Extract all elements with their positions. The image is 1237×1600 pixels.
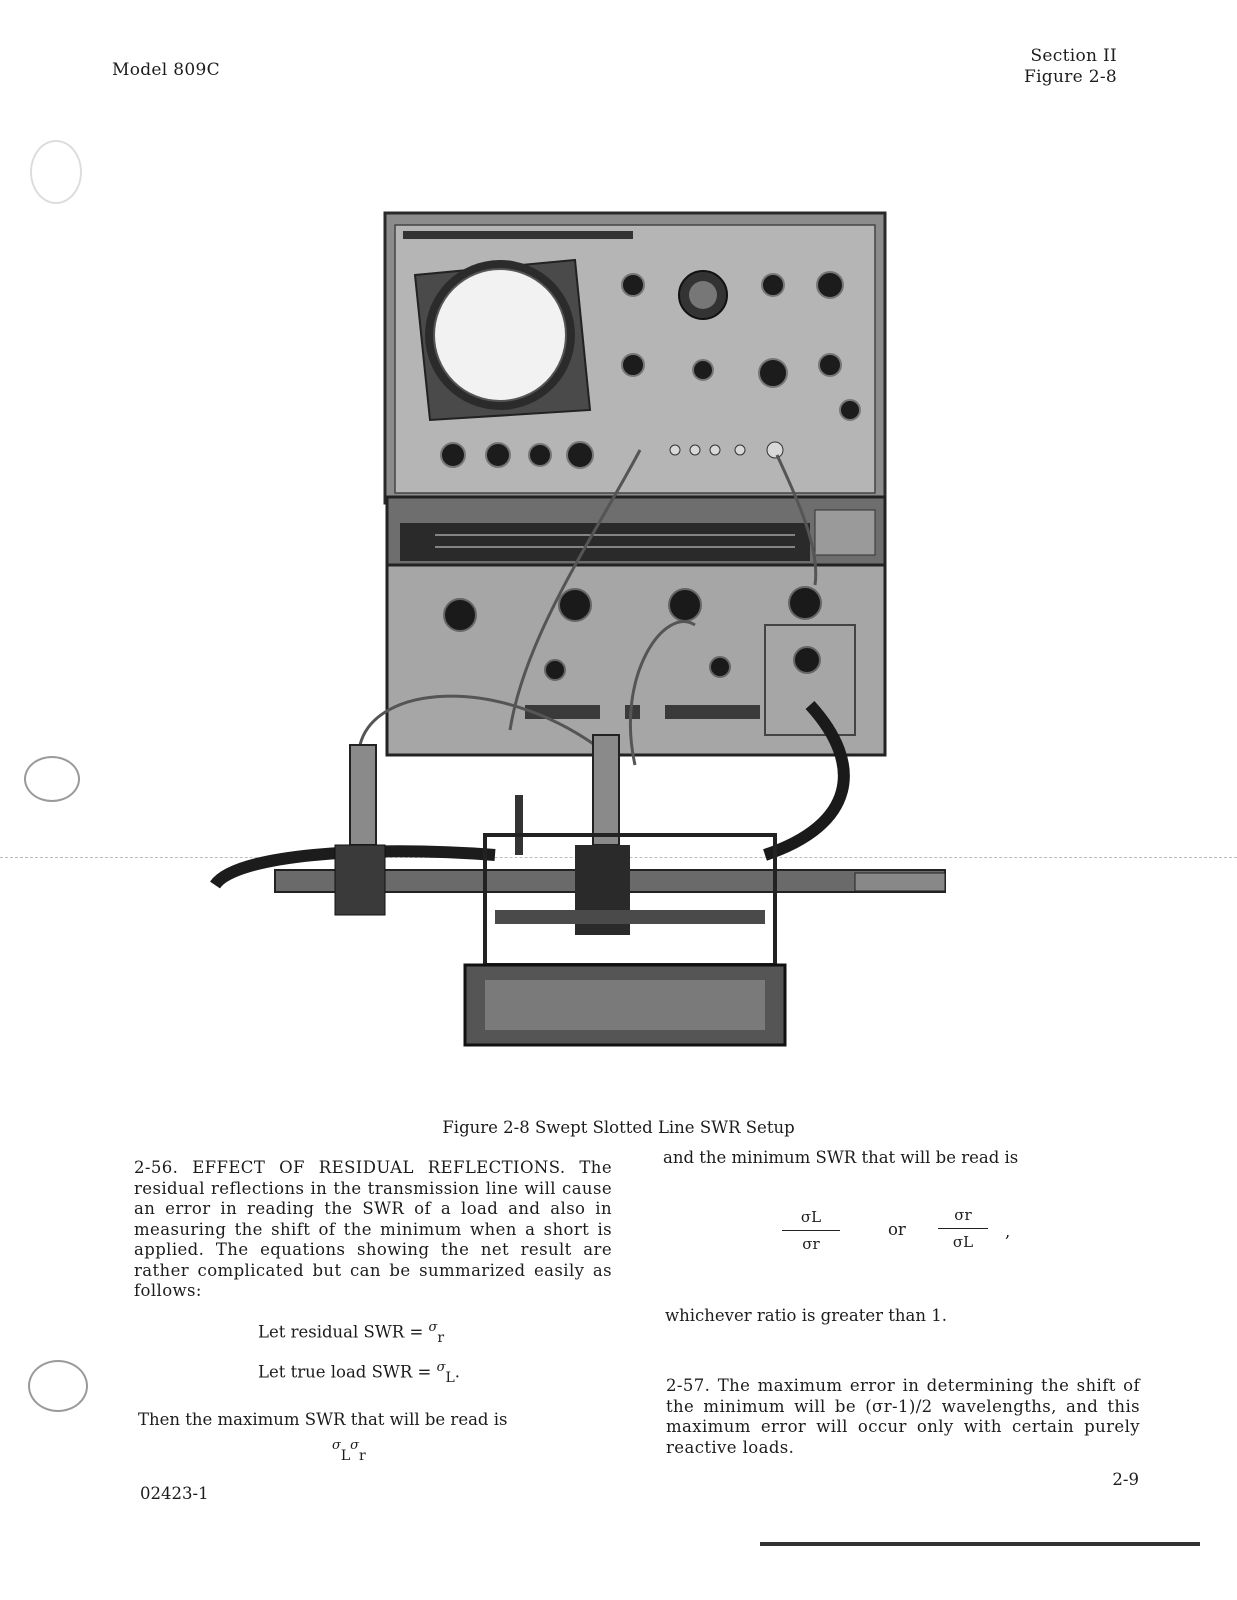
subscript: r bbox=[359, 1447, 366, 1464]
carriage-rail bbox=[495, 910, 765, 924]
connector-right bbox=[855, 873, 945, 891]
post bbox=[515, 795, 523, 855]
knob bbox=[486, 443, 510, 467]
punch-hole-mark bbox=[30, 140, 82, 204]
whichever-text: whichever ratio is greater than 1. bbox=[665, 1306, 947, 1325]
sigma-symbol: σ bbox=[428, 1320, 438, 1335]
punch-hole-mark bbox=[28, 1360, 88, 1412]
knob bbox=[567, 442, 593, 468]
sigma-symbol: σ bbox=[436, 1360, 446, 1375]
knob bbox=[444, 599, 476, 631]
paragraph-2-57: 2-57. The maximum error in determining the shift of the minimum will be (σr-1)/2 wavelengths, and this maximum error will occur only with certain purely reactive loads. bbox=[666, 1376, 1140, 1457]
knob bbox=[819, 354, 841, 376]
subscript: L bbox=[445, 1369, 455, 1386]
numerator: σL bbox=[800, 1208, 822, 1226]
adapter-block bbox=[335, 845, 385, 915]
button-row bbox=[665, 705, 760, 719]
crt-screen bbox=[434, 269, 566, 401]
or-text: or bbox=[888, 1220, 906, 1239]
frequency-dial-center bbox=[689, 281, 717, 309]
sigma-symbol: σ bbox=[332, 1438, 341, 1453]
figure-ref: Figure 2-8 bbox=[1023, 67, 1117, 87]
connector bbox=[735, 445, 745, 455]
knob bbox=[669, 589, 701, 621]
paragraph-2-56: 2-56. EFFECT OF RESIDUAL REFLECTIONS. The residual reflections in the transmission line will cause an error in reading the SWR of a load and also in measuring the shift of the minimum when a short is applied. The equations showing the net result are rather complicated but can be summarized easily as follows: bbox=[134, 1158, 612, 1300]
comma: , bbox=[1005, 1222, 1011, 1241]
document-number: 02423-1 bbox=[140, 1484, 209, 1503]
connector bbox=[767, 442, 783, 458]
knob bbox=[693, 360, 713, 380]
numerator: σr bbox=[954, 1206, 972, 1224]
knob bbox=[545, 660, 565, 680]
equation-max-swr bbox=[332, 1438, 366, 1464]
max-swr-text: Then the maximum SWR that will be read is bbox=[138, 1410, 508, 1429]
display-window bbox=[815, 510, 875, 555]
knob bbox=[840, 400, 860, 420]
punch-hole-mark bbox=[24, 756, 80, 802]
equation-label: Let residual SWR = bbox=[258, 1322, 429, 1342]
connector bbox=[670, 445, 680, 455]
knob bbox=[559, 589, 591, 621]
section-header bbox=[1024, 46, 1117, 88]
knob bbox=[759, 359, 787, 387]
section-label: Section II bbox=[1030, 46, 1117, 66]
min-swr-text: and the minimum SWR that will be read is bbox=[663, 1148, 1019, 1167]
figure-photo bbox=[195, 205, 960, 1055]
equation-label: Let true load SWR = bbox=[258, 1362, 437, 1382]
connector bbox=[690, 445, 700, 455]
subscript: r bbox=[437, 1329, 445, 1346]
frequency-scale bbox=[400, 523, 810, 561]
base-plate-top bbox=[485, 980, 765, 1030]
instrument-label-strip bbox=[403, 231, 633, 239]
figure-caption: Figure 2-8 Swept Slotted Line SWR Setup bbox=[442, 1118, 795, 1137]
knob bbox=[794, 647, 820, 673]
connector bbox=[710, 445, 720, 455]
knob bbox=[529, 444, 551, 466]
knob bbox=[441, 443, 465, 467]
detector-mount-left bbox=[350, 745, 376, 845]
fraction-sigmaL-over-sigmar bbox=[782, 1206, 840, 1255]
knob bbox=[622, 354, 644, 376]
fraction-sigmar-over-sigmaL bbox=[938, 1204, 988, 1253]
page-number: 2-9 bbox=[1112, 1470, 1139, 1489]
knob bbox=[789, 587, 821, 619]
knob bbox=[817, 272, 843, 298]
knob bbox=[622, 274, 644, 296]
knob bbox=[710, 657, 730, 677]
period: . bbox=[454, 1362, 461, 1382]
knob bbox=[762, 274, 784, 296]
sigma-symbol: σ bbox=[350, 1438, 360, 1453]
model-label: Model 809C bbox=[112, 60, 220, 80]
detector-mount-center bbox=[593, 735, 619, 845]
denominator: σr bbox=[802, 1235, 820, 1253]
bottom-rule bbox=[760, 1542, 1200, 1546]
denominator: σL bbox=[952, 1233, 974, 1251]
equation-residual-swr bbox=[258, 1320, 444, 1346]
subscript: L bbox=[340, 1447, 351, 1464]
equation-true-load-swr bbox=[258, 1360, 460, 1386]
